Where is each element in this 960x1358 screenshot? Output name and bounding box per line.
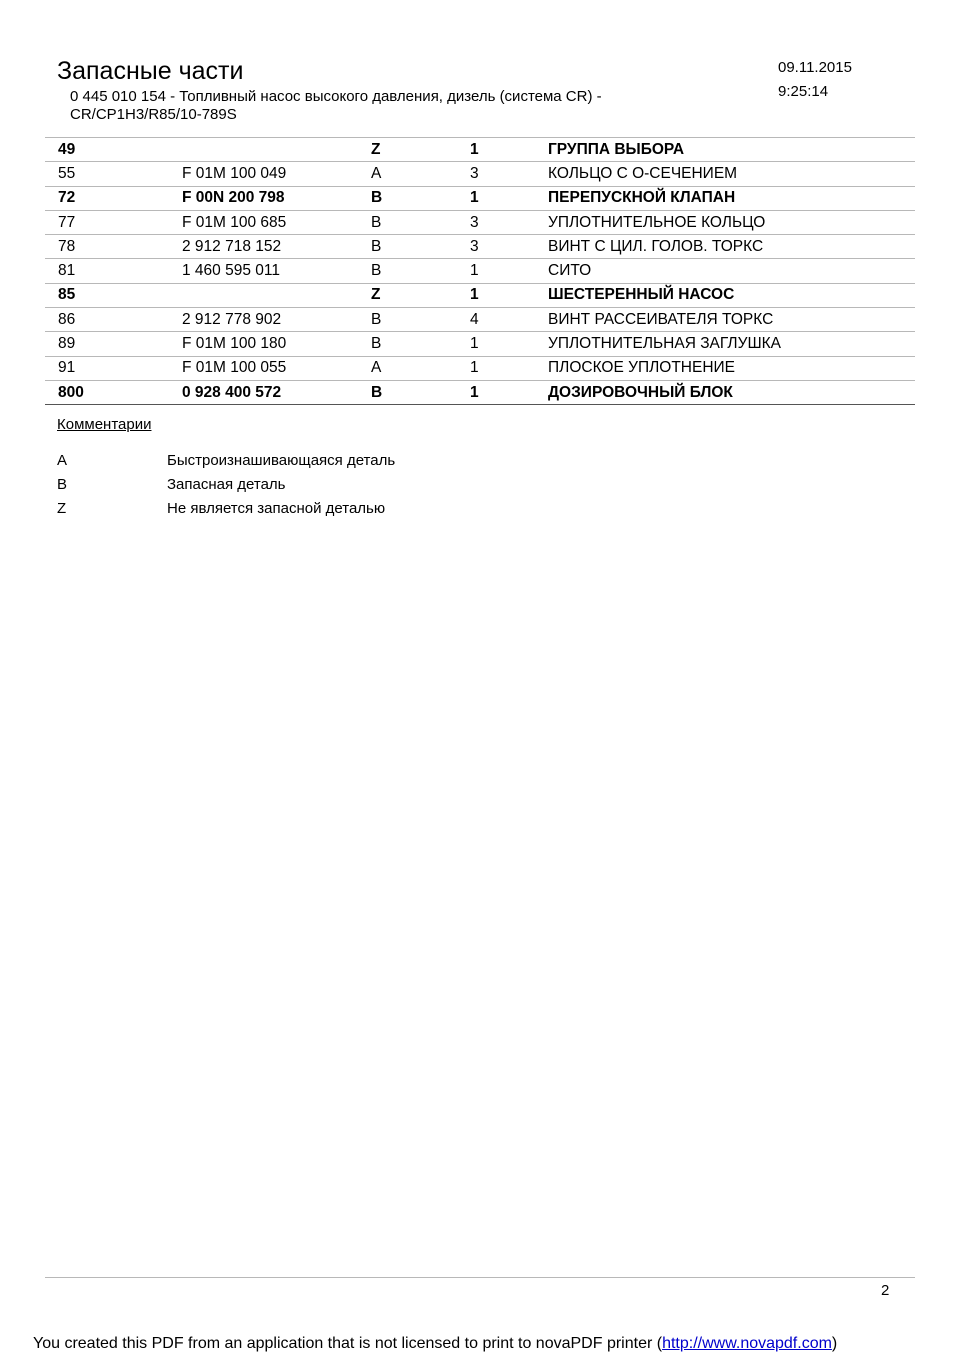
position-cell: 77: [45, 210, 182, 234]
legend-item: [57, 476, 557, 500]
part-type-cell: A: [371, 356, 470, 380]
legend-code: A: [57, 452, 68, 469]
part-name-cell: ГРУППА ВЫБОРА: [548, 138, 915, 162]
comments-legend: [57, 452, 557, 524]
page-title: Запасные части: [57, 57, 244, 85]
part-name-cell: УПЛОТНИТЕЛЬНОЕ КОЛЬЦО: [548, 210, 915, 234]
part-name-cell: ПЛОСКОЕ УПЛОТНЕНИЕ: [548, 356, 915, 380]
table-row: [45, 210, 915, 234]
part-name-cell: УПЛОТНИТЕЛЬНАЯ ЗАГЛУШКА: [548, 332, 915, 356]
part-name-cell: СИТО: [548, 259, 915, 283]
quantity-cell: 3: [470, 235, 548, 259]
part-type-cell: B: [371, 186, 470, 210]
quantity-cell: 1: [470, 259, 548, 283]
table-row: [45, 186, 915, 210]
part-name-cell: ПЕРЕПУСКНОЙ КЛАПАН: [548, 186, 915, 210]
legend-text: Быстроизнашивающаяся деталь: [167, 452, 396, 469]
table-row: [45, 138, 915, 162]
table-row: [45, 308, 915, 332]
quantity-cell: 1: [470, 380, 548, 404]
quantity-cell: 1: [470, 283, 548, 307]
part-name-cell: ВИНТ С ЦИЛ. ГОЛОВ. ТОРКС: [548, 235, 915, 259]
part-type-cell: B: [371, 332, 470, 356]
watermark-end: ): [831, 1335, 838, 1352]
table-row: [45, 356, 915, 380]
footer-divider: [45, 1277, 915, 1278]
part-number-cell: 0 928 400 572: [182, 380, 371, 404]
position-cell: 78: [45, 235, 182, 259]
legend-text: Не является запасной деталью: [167, 500, 386, 517]
quantity-cell: 3: [470, 162, 548, 186]
table-row: [45, 283, 915, 307]
part-number-cell: 2 912 778 902: [182, 308, 371, 332]
part-number-cell: F 01M 100 049: [182, 162, 371, 186]
table-row: [45, 332, 915, 356]
table-row: [45, 235, 915, 259]
novapdf-link[interactable]: http://www.novapdf.com: [662, 1335, 832, 1352]
position-cell: 81: [45, 259, 182, 283]
part-type-cell: B: [371, 259, 470, 283]
part-type-cell: B: [371, 235, 470, 259]
table-row: [45, 380, 915, 404]
parts-table: [45, 137, 915, 405]
position-cell: 72: [45, 186, 182, 210]
part-name-cell: ВИНТ РАССЕИВАТЕЛЯ ТОРКС: [548, 308, 915, 332]
table-row: [45, 259, 915, 283]
position-cell: 800: [45, 380, 182, 404]
part-number-cell: 2 912 718 152: [182, 235, 371, 259]
legend-item: [57, 452, 557, 476]
quantity-cell: 1: [470, 186, 548, 210]
print-date: 09.11.2015: [778, 59, 852, 76]
position-cell: 55: [45, 162, 182, 186]
part-type-cell: B: [371, 210, 470, 234]
legend-text: Запасная деталь: [167, 476, 286, 493]
part-number-cell: F 01M 100 055: [182, 356, 371, 380]
quantity-cell: 4: [470, 308, 548, 332]
part-number-cell: F 00N 200 798: [182, 186, 371, 210]
document-subtitle: 0 445 010 154 - Топливный насос высокого давления, дизель (система CR) - CR/CP1H3/R85/10-789S: [70, 88, 602, 123]
license-watermark: [33, 1335, 837, 1353]
table-row: [45, 162, 915, 186]
quantity-cell: 3: [470, 210, 548, 234]
part-type-cell: B: [371, 308, 470, 332]
part-type-cell: Z: [371, 138, 470, 162]
position-cell: 85: [45, 283, 182, 307]
part-number-cell: F 01M 100 685: [182, 210, 371, 234]
quantity-cell: 1: [470, 332, 548, 356]
position-cell: 91: [45, 356, 182, 380]
position-cell: 86: [45, 308, 182, 332]
comments-heading: Комментарии: [57, 416, 152, 433]
legend-code: B: [57, 476, 68, 493]
position-cell: 89: [45, 332, 182, 356]
print-time: 9:25:14: [778, 83, 829, 100]
part-name-cell: ШЕСТЕРЕННЫЙ НАСОС: [548, 283, 915, 307]
part-name-cell: КОЛЬЦО С О-СЕЧЕНИЕМ: [548, 162, 915, 186]
watermark-text: You created this PDF from an application that is not licensed to print to novaPDF printer (: [33, 1335, 663, 1352]
part-number-cell: [182, 283, 371, 307]
position-cell: 49: [45, 138, 182, 162]
legend-item: [57, 500, 557, 524]
part-name-cell: ДОЗИРОВОЧНЫЙ БЛОК: [548, 380, 915, 404]
part-type-cell: A: [371, 162, 470, 186]
part-type-cell: B: [371, 380, 470, 404]
part-number-cell: [182, 138, 371, 162]
page-number: 2: [881, 1282, 890, 1299]
quantity-cell: 1: [470, 356, 548, 380]
legend-code: Z: [57, 500, 67, 517]
part-type-cell: Z: [371, 283, 470, 307]
quantity-cell: 1: [470, 138, 548, 162]
part-number-cell: 1 460 595 011: [182, 259, 371, 283]
part-number-cell: F 01M 100 180: [182, 332, 371, 356]
